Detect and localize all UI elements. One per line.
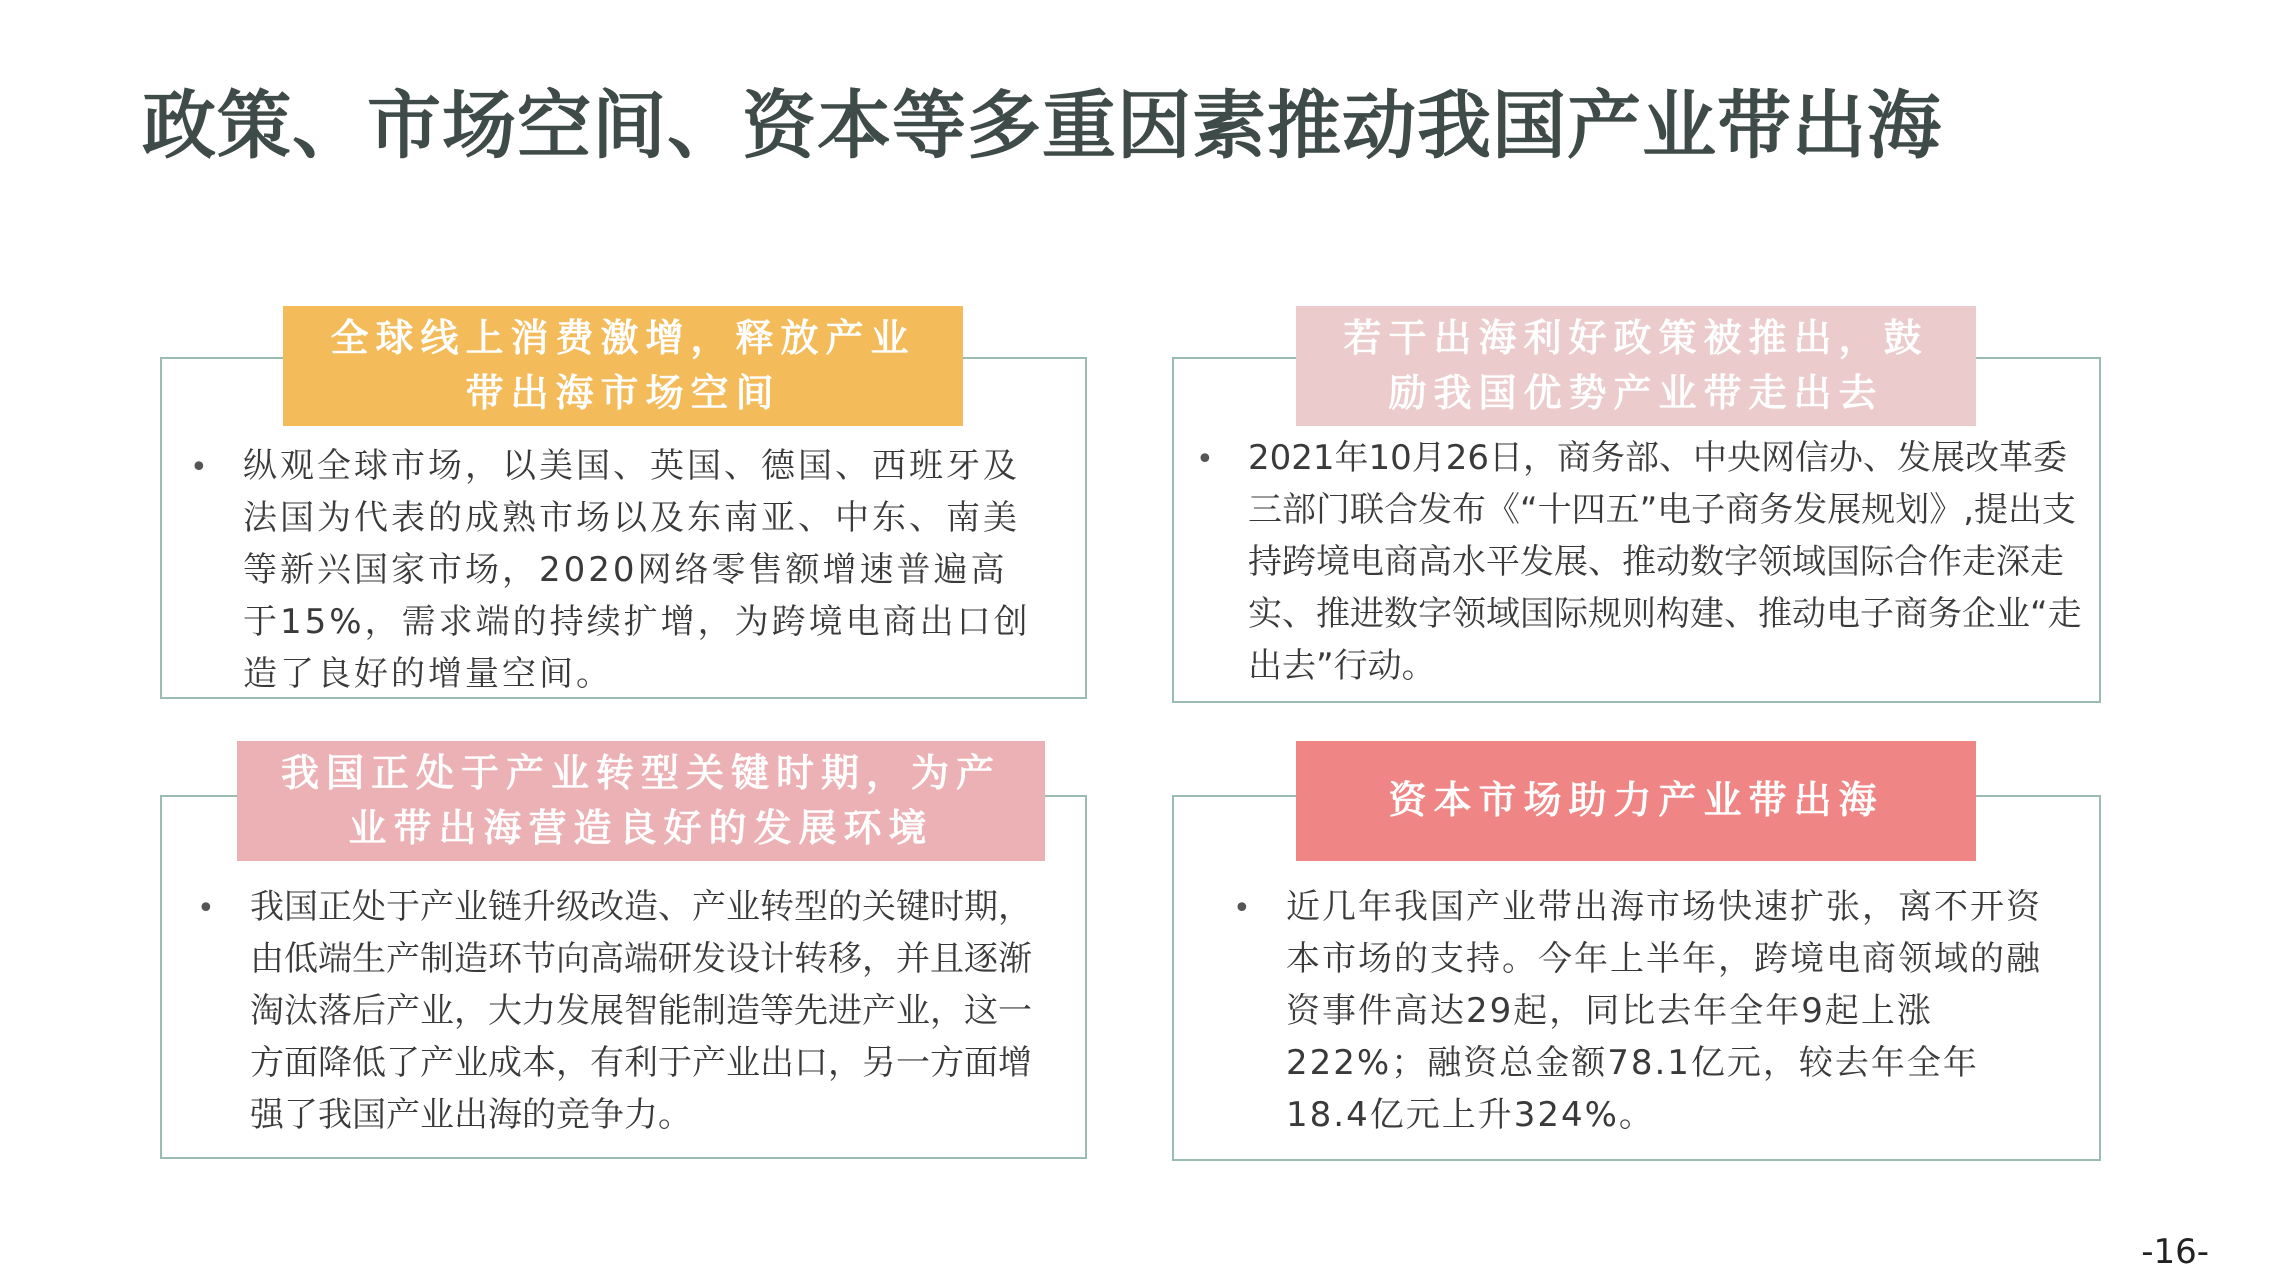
card-policy-tag: [1296, 306, 1976, 426]
bullet-icon: •: [1233, 891, 1251, 926]
card-tag-line: 业带出海营造良好的发展环境: [348, 806, 934, 850]
card-tag-line: 我国正处于产业转型关键时期，为产: [280, 750, 1001, 795]
card-industrial-transition-text: 我国正处于产业链升级改造、产业转型的关键时期，由低端生产制造环节向高端研发设计转移，并且逐渐淘汰落后产业，大力发展智能制造等先进产业，这一方面降低了产业成本，有利于产业出口，另一方面增强了我国产业出海的竞争力。: [250, 887, 1032, 1135]
card-industrial-transition-tag: [237, 741, 1045, 861]
card-tag-line: 资本市场助力产业带出海: [1388, 778, 1884, 823]
card-global-consumption-text: 纵观全球市场，以美国、英国、德国、西班牙及法国为代表的成熟市场以及东南亚、中东、南美等新兴国家市场，2020网络零售额增速普遍高于15%，需求端的持续扩增，为跨境电商出口创造了良好的增量空间。: [243, 446, 1031, 694]
card-capital-market-tag: [1296, 741, 1976, 861]
bullet-icon: •: [197, 891, 215, 926]
page-number: -16-: [2141, 1232, 2209, 1272]
card-tag-line: 励我国优势产业带走出去: [1388, 371, 1884, 415]
card-global-consumption-tag: [283, 306, 963, 426]
card-policy-text: 2021年10月26日，商务部、中央网信办、发展改革委三部门联合发布《“十四五”电子商务发展规划》,提出支持跨境电商高水平发展、推动数字领域国际合作走深走实、推进数字领域国际规则构建、推动电子商务企业“走出去”行动。: [1248, 438, 2082, 686]
card-tag-line: 若干出海利好政策被推出，鼓: [1343, 315, 1929, 360]
card-capital-market-text: 近几年我国产业带出海市场快速扩张，离不开资本市场的支持。今年上半年，跨境电商领域的融资事件高达29起，同比去年全年9起上涨222%；融资总金额78.1亿元，较去年全年18.4亿元上升324%。: [1286, 887, 2042, 1135]
bullet-icon: •: [1196, 442, 1214, 477]
card-tag-line: 带出海市场空间: [465, 371, 781, 415]
card-tag-line: 全球线上消费激增，释放产业: [330, 315, 916, 360]
page-title: 政策、市场空间、资本等多重因素推动我国产业带出海: [142, 83, 1942, 169]
bullet-icon: •: [190, 450, 208, 485]
